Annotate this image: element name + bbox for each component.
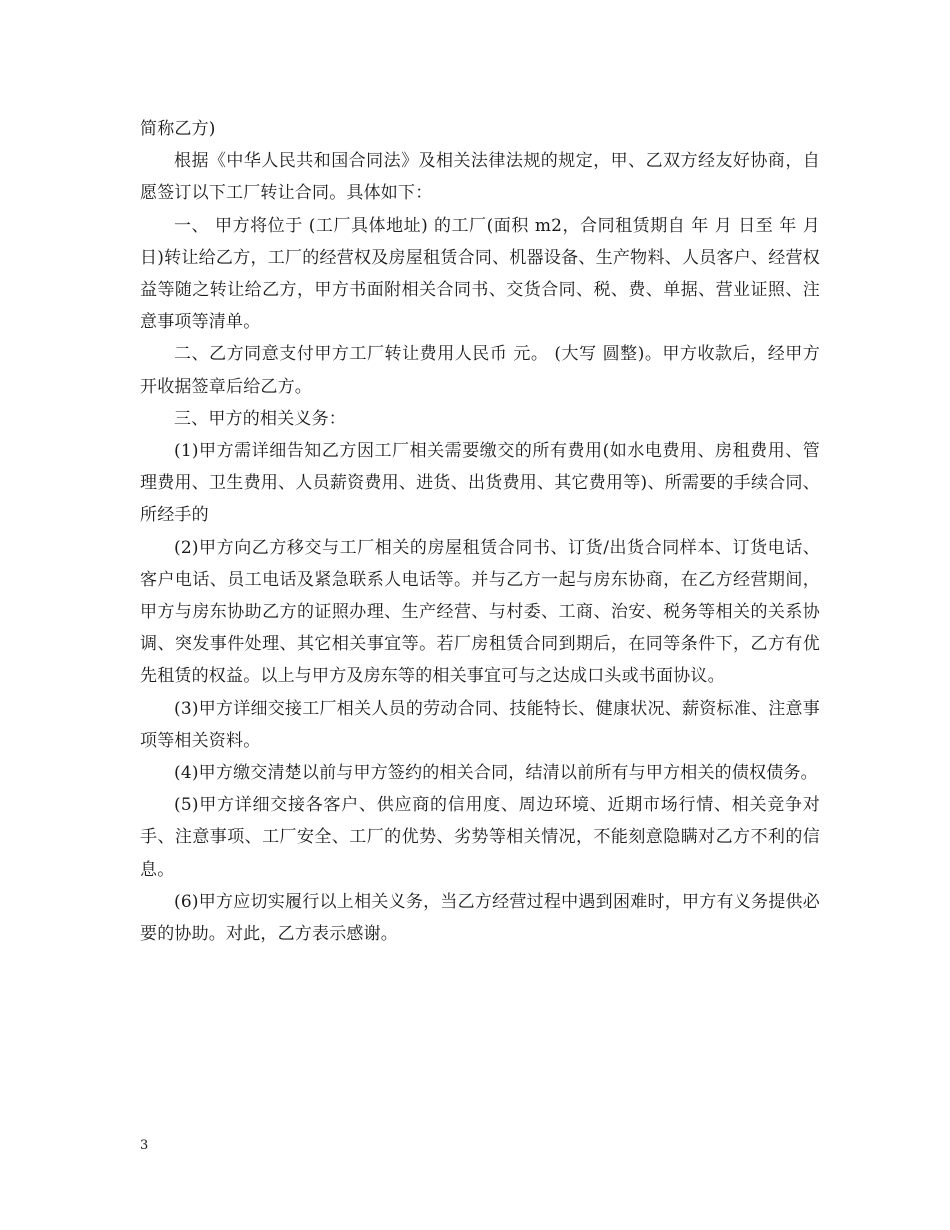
paragraph-obligation-5: (5)甲方详细交接各客户、供应商的信用度、周边环境、近期市场行情、相关竞争对手、注意事项、工厂安全、工厂的优势、劣势等相关情况，不能刻意隐瞒对乙方不利的信息。 [140,795,820,880]
paragraph-obligation-3: (3)甲方详细交接工厂相关人员的劳动合同、技能特长、健康状况、薪资标准、注意事项等相关资料。 [140,698,820,751]
paragraph-preamble: 根据《中华人民共和国合同法》及相关法律法规的规定，甲、乙双方经友好协商，自愿签订以下工厂转让合同。具体如下： [140,151,820,204]
paragraph-clause-1: 一、 甲方将位于 (工厂具体地址) 的工厂(面积 m2，合同租赁期自 年 月 日至 年 月 日)转让给乙方，工厂的经营权及房屋租赁合同、机器设备、生产物料、人员客户、经营权益等随之转让给乙方，甲方书面附相关合同书、交货合同、税、费、单据、营业证照、注意事项等清单。 [140,215,820,333]
paragraph-abbreviation: 简称乙方) [140,119,216,139]
paragraph-clause-3-heading: 三、甲方的相关义务： [174,408,346,429]
page-number: 3 [140,1138,149,1153]
paragraph-obligation-4: (4)甲方缴交清楚以前与甲方签约的相关合同，结清以前所有与甲方相关的债权债务。 [174,763,818,784]
paragraph-obligation-6: (6)甲方应切实履行以上相关义务，当乙方经营过程中遇到困难时，甲方有义务提供必要的协助。对此，乙方表示感谢。 [140,891,820,945]
paragraph-obligation-1: (1)甲方需详细告知乙方因工厂相关需要缴交的所有费用(如水电费用、房租费用、管理费用、卫生费用、人员薪资费用、进货、出货费用、其它费用等)、所需要的手续合同、所经手的 [140,441,820,526]
paragraph-obligation-2: (2)甲方向乙方移交与工厂相关的房屋租赁合同书、订货/出货合同样本、订货电话、客户电话、员工电话及紧急联系人电话等。并与乙方一起与房东协商，在乙方经营期间，甲方与房东协助乙方的证照办理、生产经营、与村委、工商、治安、税务等相关的关系协调、突发事件处理、其它相关事宜等。若厂房租赁合同到期后，在同等条件下，乙方有优先租赁的权益。以上与甲方及房东等的相关事宜可与之达成口头或书面协议。 [140,537,820,687]
paragraph-clause-2: 二、乙方同意支付甲方工厂转让费用人民币 元。 (大写 圆整)。甲方收款后，经甲方开收据签章后给乙方。 [140,344,820,397]
contract-body [140,113,820,950]
